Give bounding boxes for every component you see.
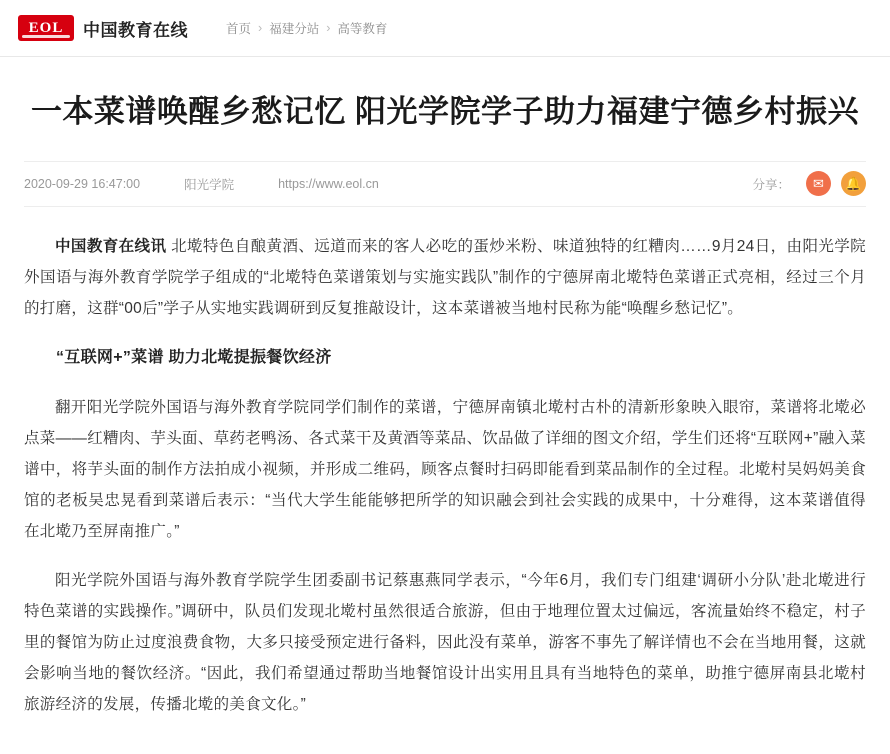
weibo-share-icon[interactable]: 🔔 xyxy=(841,171,866,196)
article-author: 阳光学院 xyxy=(184,177,235,192)
publish-datetime: 2020-09-29 16:47:00 xyxy=(24,176,141,191)
source-lead: 中国教育在线讯 xyxy=(55,237,167,255)
logo-text: 中国教育在线 xyxy=(83,20,188,40)
site-header xyxy=(0,0,890,57)
wechat-share-icon[interactable]: ✉ xyxy=(806,171,831,196)
page-title: 一本菜谱唤醒乡愁记忆 阳光学院学子助力福建宁德乡村振兴 xyxy=(30,94,860,129)
article-meta-bar xyxy=(24,161,866,207)
breadcrumb-item-home[interactable]: 首页 xyxy=(226,22,252,36)
article-body xyxy=(0,207,890,720)
paragraph-1-text: 北墘特色自酿黄酒、远道而来的客人必吃的蛋炒米粉、味道独特的红糟肉……9月24日，由阳光学院外国语与海外教育学院学子组成的“北墘特色菜谱策划与实施实践队”制作的宁德屏南北墘特色菜谱正式亮相，经过三个月的打磨，这群“00后”学子从实地实践调研到反复推敲设计，这本菜谱被当地村民称为能“唤醒乡愁记忆”。 xyxy=(24,237,866,317)
breadcrumb xyxy=(226,19,387,37)
logo-mark-text: EOL xyxy=(28,19,64,36)
article-source-url[interactable]: https://www.eol.cn xyxy=(278,176,379,191)
site-logo[interactable] xyxy=(18,15,188,41)
breadcrumb-item-fujian[interactable]: 福建分站 xyxy=(269,22,320,36)
breadcrumb-item-higher-education[interactable]: 高等教育 xyxy=(337,22,388,36)
section-subheading: “互联网+”菜谱 助力北墘提振餐饮经济 xyxy=(56,348,332,366)
eol-logo-icon xyxy=(18,15,74,41)
paragraph-1 xyxy=(24,231,866,324)
share-label: 分享： xyxy=(752,177,790,192)
share-group xyxy=(752,171,866,196)
breadcrumb-separator-2: › xyxy=(326,21,331,35)
paragraph-3: 阳光学院外国语与海外教育学院学生团委副书记蔡惠燕同学表示，“今年6月，我们专门组建‘调研小分队’赴北墘进行特色菜谱的实践操作。”调研中，队员们发现北墘村虽然很适合旅游，但由于地理位置太过偏远，客流量始终不稳定，村子里的餐馆为防止过度浪费食物，大多只接受预定进行备料，因此没有菜单，游客不事先了解详情也不会在当地用餐，这就会影响当地的餐饮经济。“因此，我们希望通过帮助当地餐馆设计出实用且具有当地特色的菜单，助推宁德屏南县北墘村旅游经济的发展，传播北墘的美食文化。” xyxy=(24,571,866,713)
breadcrumb-separator-1: › xyxy=(258,21,263,35)
paragraph-2: 翻开阳光学院外国语与海外教育学院同学们制作的菜谱，宁德屏南镇北墘村古朴的清新形象映入眼帘，菜谱将北墘必点菜——红糟肉、芋头面、草药老鸭汤、各式菜干及黄酒等菜品、饮品做了详细的图文介绍，学生们还将“互联网+”融入菜谱中，将芋头面的制作方法拍成小视频，并形成二维码，顾客点餐时扫码即能看到菜品制作的全过程。北墘村吴妈妈美食馆的老板吴忠晃看到菜谱后表示：“当代大学生能能够把所学的知识融会到社会实践的成果中，十分难得，这本菜谱值得在北墘乃至屏南推广。” xyxy=(24,398,866,540)
